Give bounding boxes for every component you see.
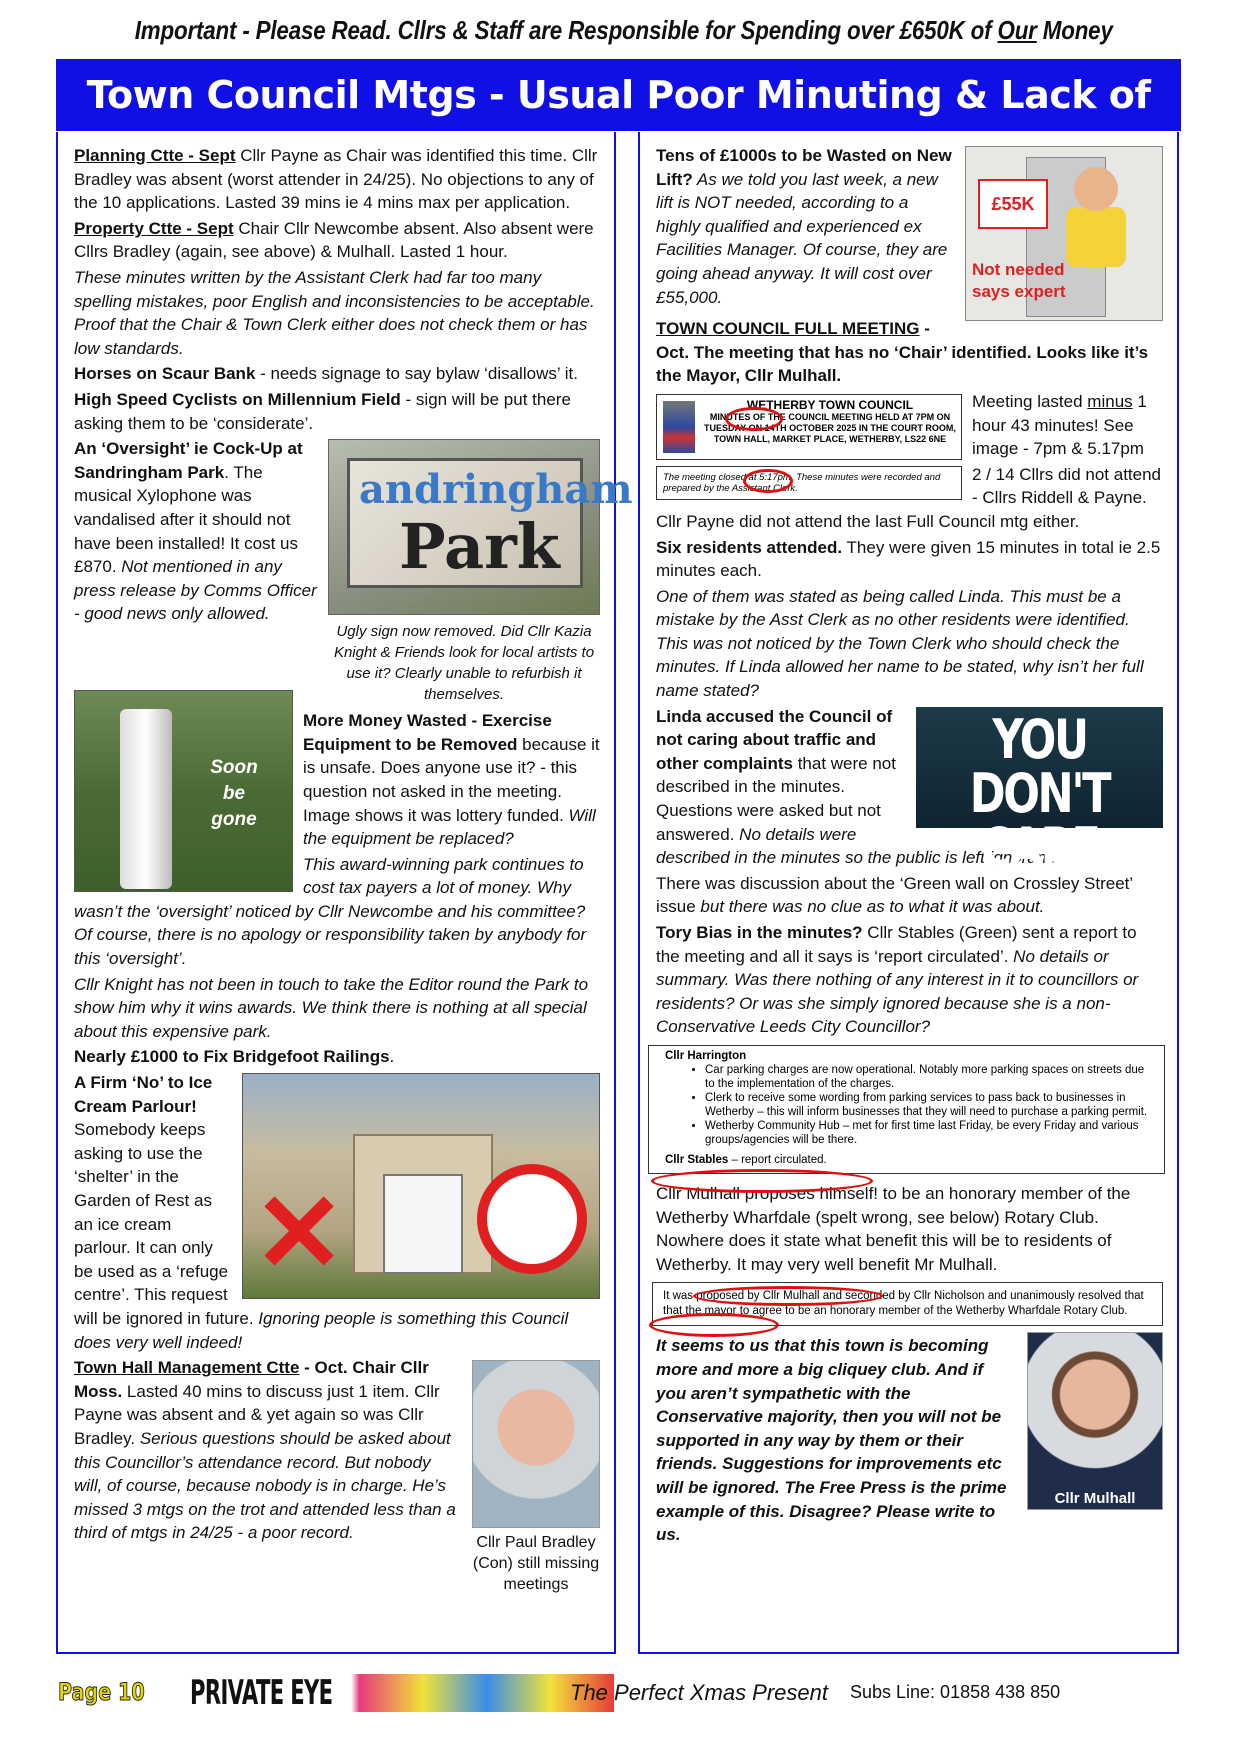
text-run: This award-winning park continues to cost tax payers a lot of money. Why wasn’t the ‘oversight’ noticed by Cllr Newcombe and his committee? Of course, there is no apology or responsibility taken by anybody for this ‘oversight’. — [74, 854, 587, 969]
text-run: Serious questions should be asked about this Councillor’s attendance record. But nobody will, of course, because nobody is in charge. He’s missed 3 mtgs on the trot and attended less than a third of mtgs in 24/25 - a poor record. — [74, 1428, 456, 1543]
right-column — [638, 132, 1179, 1654]
text-run: Cllr Payne as Chair was identified this time. Cllr Bradley was absent (worst attender in 24/25). No objections to any of the 10 applications. Lasted 39 mins ie 4 mins max per application. — [74, 146, 598, 213]
text-run: No details or summary. Was there nothing of any interest in it to councillors or residents? Or was she simply ignored because she is a non-Conservative Leeds City Councillor? — [656, 946, 1139, 1037]
footer — [56, 1672, 1181, 1712]
text-run: It seems to us that this town is becoming more and more a big cliquey club. And if you aren’t sympathetic with the Conservative majority, then you will not be supported in any way by them or their friends. Suggestions for improvements etc will be ignored. The Free Press is the prime example of this. Disagree? Please write to us. — [656, 1336, 1007, 1545]
ice-cream-shelter-image — [242, 1073, 600, 1299]
residents-paragraph — [656, 536, 1163, 583]
text-run: No details were described in the minutes so the public is left ignorant. — [656, 824, 1056, 868]
red-cross-icon: ✕ — [253, 1172, 346, 1296]
text-run: Will the equipment be replaced? — [303, 805, 596, 849]
text-run: Meeting lasted — [972, 391, 1088, 411]
left-column — [56, 132, 633, 1654]
exercise-equipment-image: Soon be gone — [74, 690, 293, 892]
text-run: Lasted 40 mins to discuss just 1 item. Cllr Payne was absent and & yet again so was Cllr Bradley. — [74, 1381, 440, 1448]
sandringham-caption: Ugly sign now removed. Did Cllr Kazia Knight & Friends look for local artists to use it? Clearly unable to refurbish it themselves. — [333, 623, 595, 704]
sandringham-sign-image: andringham Park — [328, 439, 600, 615]
tory-bias-paragraph — [656, 921, 1163, 1039]
text-run: As we told you last week, a new lift is NOT needed, according to a highly qualified and experienced ex Facilities Manager. Of course, they are going ahead anyway. It will cost over £55,000. — [656, 169, 948, 307]
text-run: - Oct. The meeting that has no ‘Chair’ identified. Looks like it’s the Mayor, Cllr Mulhall. — [656, 319, 1149, 386]
horses-paragraph — [74, 362, 600, 386]
text-run: Cllr Stables (Green) sent a report to the meeting and all it says is ‘report circulated’. — [656, 923, 1137, 966]
text-run: An ‘Oversight’ ie Cock-Up at Sandringham Park — [74, 439, 303, 482]
subs-line: Subs Line: 01858 438 850 — [850, 1682, 1061, 1702]
minutes-excerpt — [656, 394, 962, 500]
planning-ctte-paragraph — [74, 144, 600, 215]
mulhall-photo: Cllr Mulhall — [1027, 1332, 1163, 1510]
council-crest-icon — [663, 401, 695, 453]
text-run: There was discussion about the ‘Green wall on Crossley Street’ issue — [656, 873, 1133, 917]
text-run: - Oct. Chair Cllr Moss. — [74, 1358, 429, 1401]
text-run: These minutes written by the Assistant Clerk had far too many spelling mistakes, poor English and inconsistencies to be acceptable. Proof that the Chair & Town Clerk either does not check them or has low standards. — [74, 267, 595, 358]
text-run: that were not described in the minutes. Questions were asked but not answered. — [656, 753, 896, 844]
cllr-knight-paragraph — [74, 973, 600, 1044]
cyclists-paragraph — [74, 388, 600, 435]
full-meeting-heading — [656, 317, 1163, 388]
text-run: but there was no clue as to what it was about. — [700, 897, 1045, 917]
text-run: TOWN COUNCIL FULL MEETING — [656, 319, 920, 339]
text-run: Property Ctte - Sept — [74, 218, 234, 238]
text-run: . — [389, 1047, 395, 1067]
text-run: Six residents attended. — [656, 537, 843, 557]
minutes-header-excerpt: WETHERBY TOWN COUNCIL MINUTES OF THE COUNCIL MEETING HELD AT 7PM ON TUESDAY ON 14TH OCTOBER 2025 IN THE COURT ROOM, TOWN HALL, MARKET PLACE, WETHERBY, LS22 6NE — [656, 394, 962, 460]
private-eye-advert: PRIVATE EYE — [190, 1674, 614, 1712]
text-run: High Speed Cyclists on Millennium Field — [74, 389, 401, 409]
text-run: 1 hour 43 minutes! See image - 7pm & 5.17pm — [972, 391, 1147, 459]
text-run: Town Hall Management Ctte — [74, 1358, 300, 1378]
rotary-paragraph — [656, 1182, 1163, 1276]
text-run: - sign will be put there asking them to be ‘considerate’. — [74, 389, 571, 433]
text-run: Cllr Mulhall proposes himself! to be an honorary member of the Wetherby Wharfdale (spelt wrong, see below) Rotary Club. Nowhere does it state what benefit this will be to residents of Wetherby. It may very well benefit Mr Mulhall. — [656, 1183, 1131, 1274]
minutes-criticism-paragraph — [74, 266, 600, 360]
property-ctte-paragraph — [74, 217, 600, 264]
text-run: 2 / 14 Cllrs did not attend - Cllrs Riddell & Payne. Cllr Payne did not attend the last Full Council mtg either. — [656, 464, 1162, 531]
text-run: Planning Ctte - Sept — [74, 146, 236, 165]
rotary-minutes-excerpt: It was proposed by Cllr Mulhall and seconded by Cllr Nicholson and unanimously resolved that that the mayor to agree to be an honorary member of the Wetherby Wharfdale Rotary Club. — [652, 1282, 1163, 1326]
you-dont-care-image: YOU DON'T CARE — [916, 707, 1163, 828]
text-run: . The musical Xylophone was vandalised after it should not have been installed! It cost us £870. — [74, 462, 298, 577]
headline-banner: Town Council Mtgs - Usual Poor Minuting & Lack of Info — [56, 59, 1181, 131]
text-run: A Firm ‘No’ to Ice Cream Parlour! — [74, 1073, 213, 1116]
text-run: Chair Cllr Newcombe absent. Also absent were Cllrs Bradley (again, see above) & Mulhall. Lasted 1 hour. — [74, 218, 594, 262]
text-run: Tens of £1000s to be Wasted on New Lift? — [656, 146, 952, 189]
text-run: More Money Wasted - Exercise Equipment to be Removed — [303, 711, 552, 754]
text-run: because it is unsafe. Does anyone use it? - this question not asked in the meeting. Image shows it was lottery funded. — [303, 734, 600, 825]
tagline: The Perfect Xmas Present — [570, 1680, 828, 1705]
linda-paragraph — [656, 585, 1163, 703]
text-run: Somebody keeps asking to use the ‘shelter’ in the Garden of Rest as an ice cream parlour. It can only be used as a ‘refuge centre’. This request will be ignored in future. — [74, 1120, 259, 1328]
text-run: Tory Bias in the minutes? — [656, 923, 863, 942]
minutes-close-excerpt: The meeting closed at 5:17pm. These minutes were recorded and prepared by the Assistant Clerk. — [656, 466, 962, 500]
text-run: One of them was stated as being called Linda. This must be a mistake by the Asst Clerk as no other residents were identified. This was not noticed by the Town Clerk who should check the minutes. If Linda allowed her name to be stated, why isn’t her full name stated? — [656, 586, 1144, 701]
text-run: Linda accused the Council of not caring about traffic and other complaints — [656, 706, 893, 773]
text-run: Cllr Knight has not been in touch to take the Editor round the Park to show him why it wins awards. We think there is nothing at all special about this expensive park. — [74, 974, 589, 1041]
page-number: Page 10 — [58, 1678, 145, 1706]
bradley-photo — [472, 1360, 600, 1528]
lift-cartoon-image: £55K Not needed says expert — [965, 146, 1163, 321]
green-wall-paragraph — [656, 872, 1163, 919]
sandringham-sign-figure — [328, 439, 633, 705]
bradley-figure: Cllr Paul Bradley (Con) still missing meetings — [472, 1360, 600, 1595]
text-run: Ignoring people is something this Council does very well indeed! — [74, 1308, 569, 1352]
text-run: Nearly £1000 to Fix Bridgefoot Railings — [74, 1047, 390, 1067]
top-warning-heading: Important - Please Read. Cllrs & Staff are Responsible for Spending over £650K of Our Money — [134, 15, 1113, 45]
text-run: Horses on Scaur Bank — [74, 364, 256, 384]
text-run: Not mentioned in any press release by Comms Officer - good news only allowed. — [74, 557, 317, 624]
harrington-minutes-excerpt: Cllr Harrington • Car parking charges are now operational. Notably more parking spaces on streets due to the implementation of the charges. • Clerk to receive some wording from parking services to pass back to businesses in Wetherby – this will inform businesses that they will need to purchase a parking permit. • Wetherby Community Hub – met for first time last Friday, be every Friday and various groups/agencies will be there. Cllr Stables – report circulated. — [648, 1045, 1165, 1174]
bridgefoot-railings-paragraph — [74, 1045, 600, 1069]
text-run: - needs signage to say bylaw ‘disallows’ it. — [255, 364, 578, 384]
no-ice-cream-icon — [477, 1164, 587, 1274]
text-run: They were given 15 minutes in total ie 2.5 minutes each. — [656, 537, 1161, 581]
text-run: minus — [1087, 391, 1133, 411]
